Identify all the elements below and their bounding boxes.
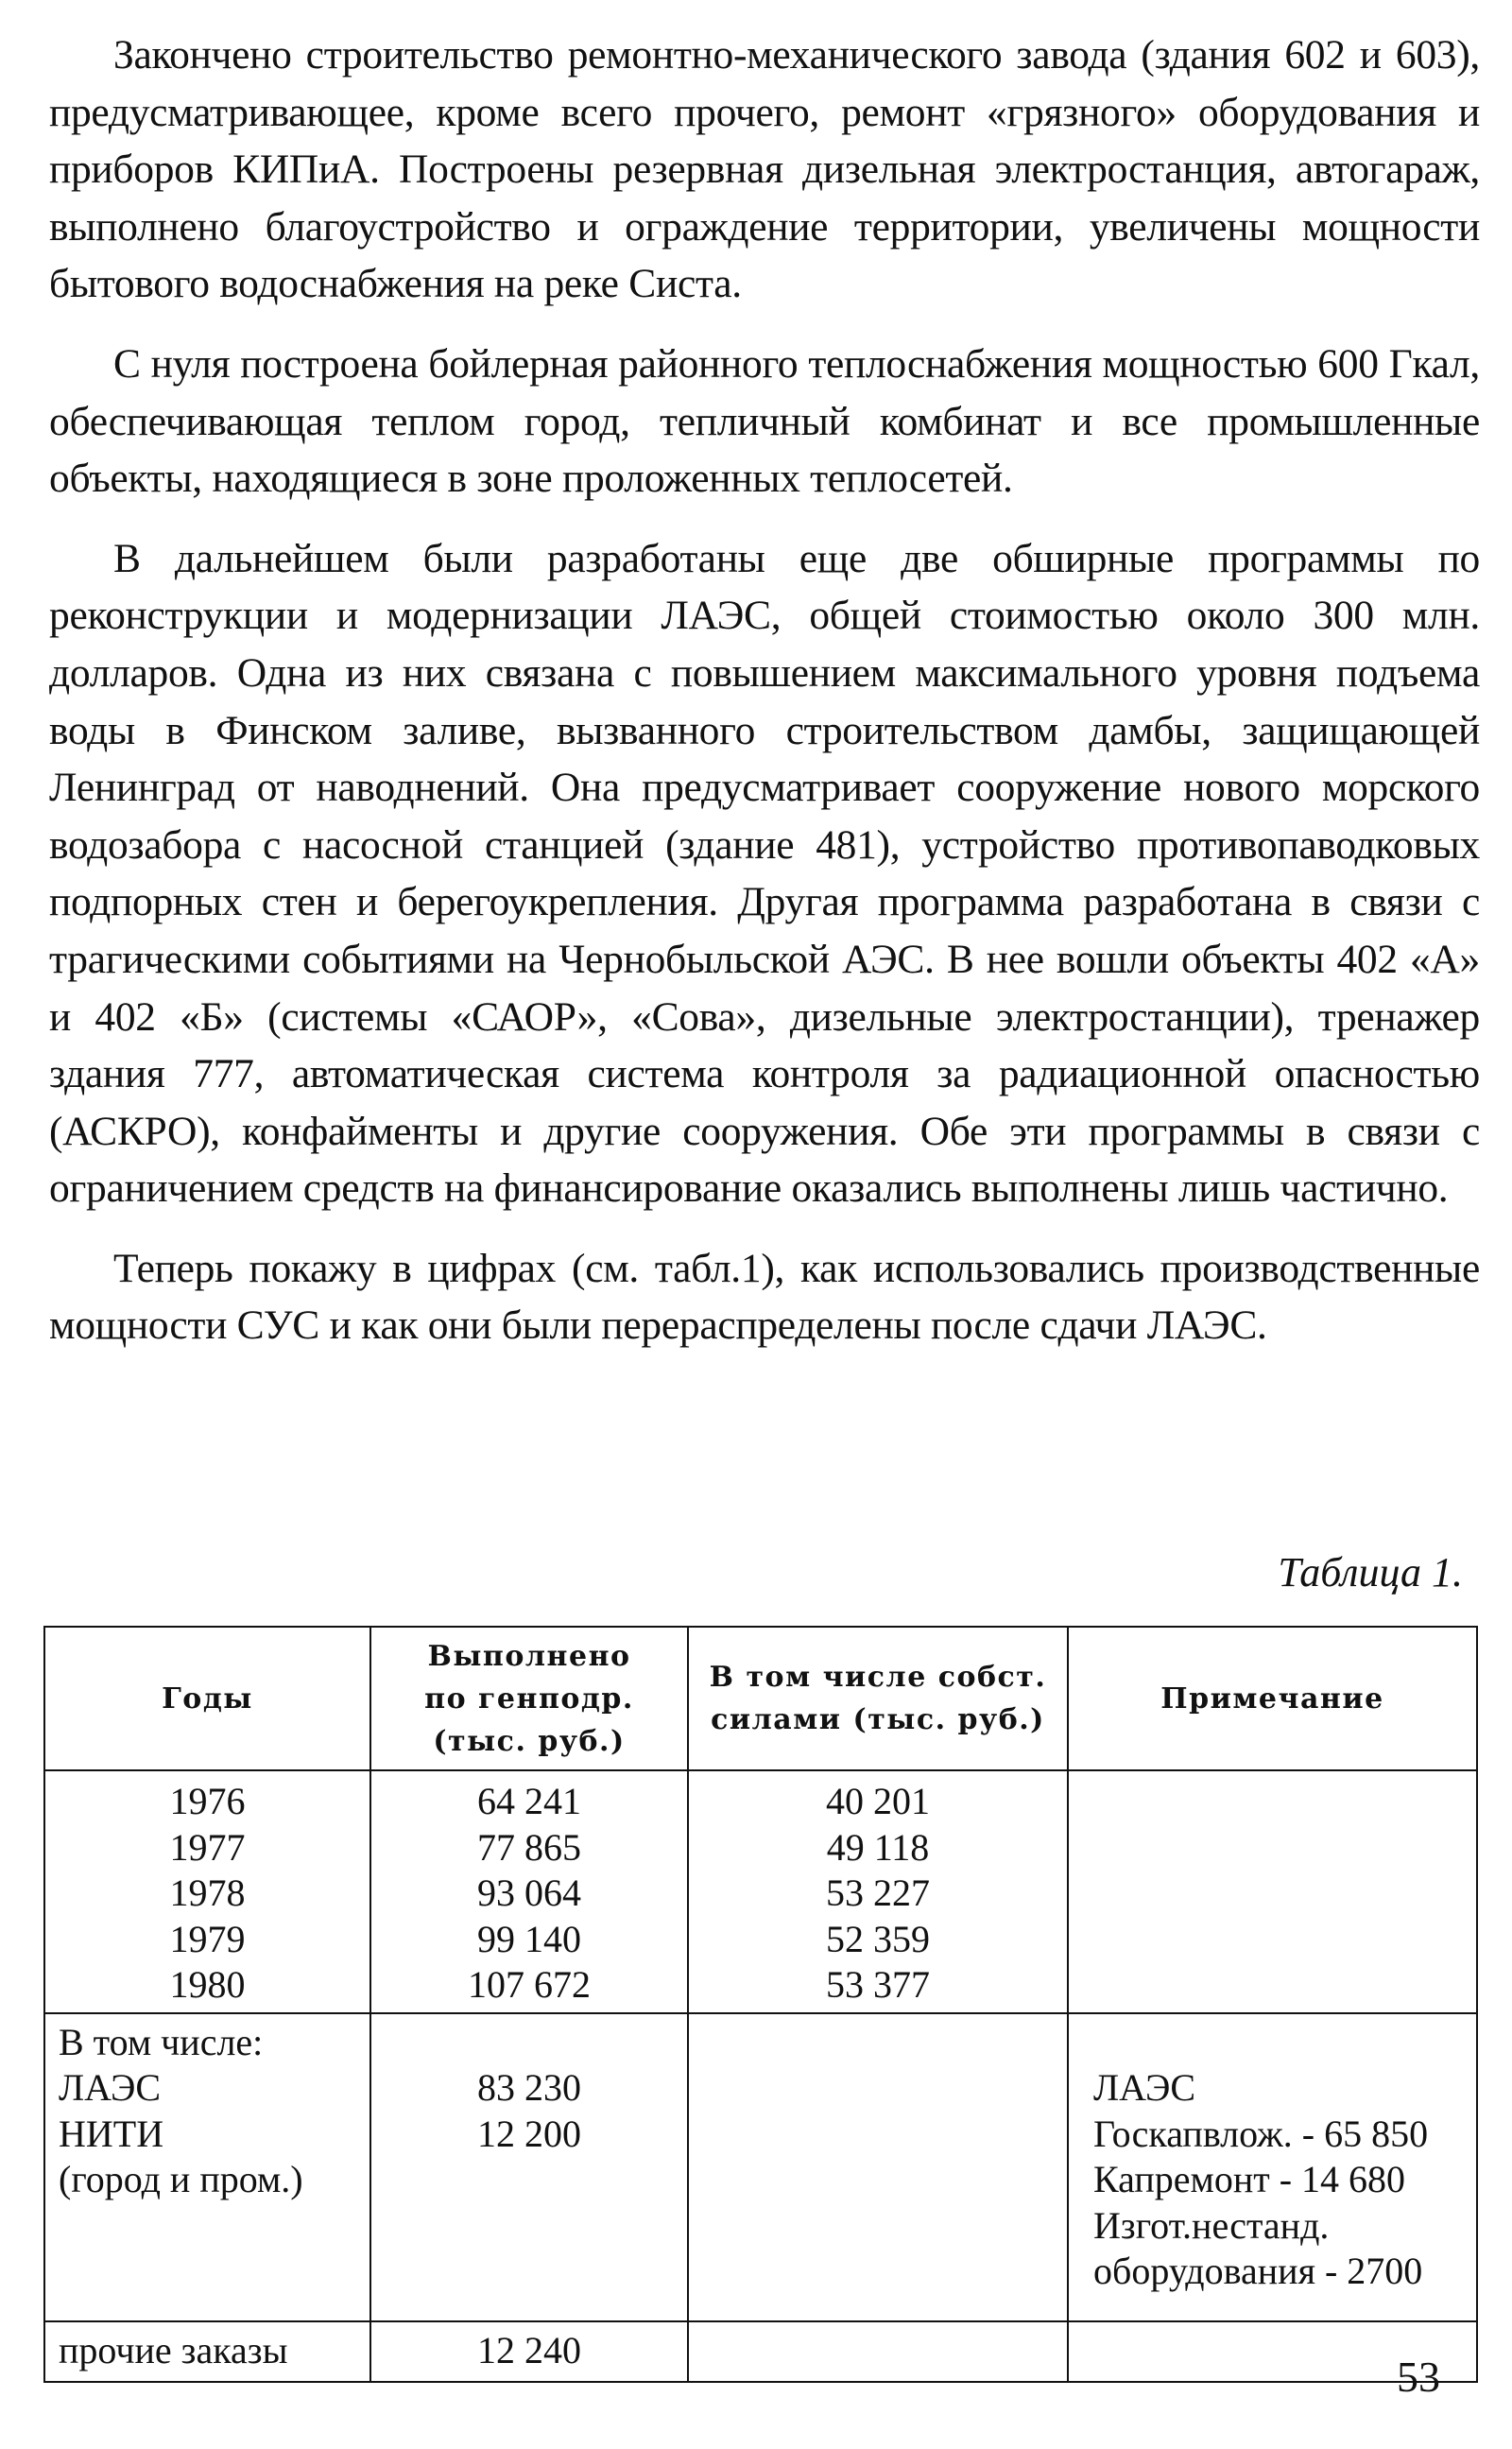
years-cell <box>44 1770 370 2013</box>
page-number: 53 <box>1397 2353 1440 2401</box>
own-values-cell <box>688 1770 1068 2013</box>
spacer <box>371 2020 687 2066</box>
city-label: (город и пром.) <box>59 2158 303 2200</box>
other-label: прочие заказы <box>59 2329 288 2372</box>
own-1980: 53 377 <box>826 1963 930 2006</box>
note-line-3: Изгот.нестанд. <box>1093 2203 1330 2247</box>
own-1979: 52 359 <box>826 1917 930 1960</box>
header-years-label: Годы <box>162 1682 253 1716</box>
including-values-cell <box>370 2013 688 2321</box>
header-general-line3: (тыс. руб.) <box>433 1724 626 1758</box>
including-own-empty-cell <box>688 2013 1068 2321</box>
own-1976: 40 201 <box>826 1780 930 1822</box>
header-general-line2: по генподр. <box>424 1682 634 1716</box>
spacer <box>1093 2020 1476 2066</box>
including-labels-cell <box>44 2013 370 2321</box>
header-general-line1: Выполнено <box>427 1639 631 1673</box>
header-own-line2: силами (тыс. руб.) <box>711 1703 1045 1736</box>
niti-value: 12 200 <box>477 2112 581 2155</box>
own-1978: 53 227 <box>826 1871 930 1914</box>
table-row-other <box>44 2321 1477 2382</box>
general-1979: 99 140 <box>477 1917 581 1960</box>
paragraph-4: Теперь покажу в цифрах (см. табл.1), как использовались производственные мощности СУС и как они были перераспределены после сдачи ЛАЭС. <box>49 1245 1480 1349</box>
note-line-2: Капремонт - 14 680 <box>1093 2158 1406 2200</box>
data-table <box>43 1626 1478 2383</box>
including-label: В том числе: <box>59 2020 264 2063</box>
laes-label: ЛАЭС <box>59 2066 162 2109</box>
note-empty-cell <box>1068 1770 1477 2013</box>
header-general <box>370 1627 688 1770</box>
general-1980: 107 672 <box>468 1963 591 2006</box>
table-row-years <box>44 1770 1477 2013</box>
paragraph-2: С нуля построена бойлерная районного теплоснабжения мощностью 600 Гкал, обеспечивающая теплом город, тепличный комбинат и все промышленные объекты, находящиеся в зоне проложенных теплосетей. <box>49 340 1480 502</box>
general-1976: 64 241 <box>477 1780 581 1822</box>
header-note-label: Примечание <box>1160 1682 1384 1716</box>
other-value: 12 240 <box>477 2329 581 2372</box>
table-caption: Таблица 1. <box>1278 1549 1463 1595</box>
year-1977: 1977 <box>169 1825 246 1869</box>
header-own-line1: В том числе собст. <box>709 1661 1047 1694</box>
niti-label: НИТИ <box>59 2112 164 2155</box>
note-line-4: оборудования - 2700 <box>1093 2250 1423 2292</box>
general-values-cell <box>370 1770 688 2013</box>
table-header-row <box>44 1627 1477 1770</box>
general-1977: 77 865 <box>477 1825 581 1869</box>
paragraph-3: В дальнейшем были разработаны еще две обширные программы по реконструкции и модернизации ЛАЭС, общей стоимостью около 300 млн. долларов. Одна из них связана с повышением максимального уровня подъема воды в Финском заливе, вызванного строительством дамбы, защищающей Ленинград от наводнений. Она предусматривает сооружение нового морского водозабора с насосной станцией (здание 481), устройство противопаводковых подпорных стен и берегоукрепления. Другая программа разработана в связи с трагическими событиями на Чернобыльской АЭС. В нее вошли объекты 402 «А» и 402 «Б» (системы «САОР», «Сова», дизельные электростанции), тренажер здания 777, автоматическая система контроля за радиационной опасностью (АСКРО), конфайменты и другие сооружения. Обе эти программы в связи с ограничением средств на финансирование оказались выполнены лишь частично. <box>49 535 1480 1212</box>
table-row-including <box>44 2013 1477 2321</box>
including-note-cell <box>1068 2013 1477 2321</box>
year-1979: 1979 <box>169 1917 246 1960</box>
other-label-cell <box>44 2321 370 2382</box>
year-1978: 1978 <box>169 1871 246 1914</box>
note-line-1: Госкапвлож. - 65 850 <box>1093 2112 1429 2155</box>
header-years <box>44 1627 370 1770</box>
other-own-empty-cell <box>688 2321 1068 2382</box>
year-1980: 1980 <box>169 1963 246 2006</box>
note-lines <box>1069 2020 1476 2295</box>
laes-value: 83 230 <box>477 2066 581 2109</box>
body-text <box>49 26 1480 1377</box>
year-1976: 1976 <box>169 1780 246 1822</box>
general-1978: 93 064 <box>477 1871 581 1914</box>
header-own <box>688 1627 1068 1770</box>
other-value-cell <box>370 2321 688 2382</box>
note-title: ЛАЭС <box>1093 2066 1196 2109</box>
paragraph-1: Закончено строительство ремонтно-механического завода (здания 602 и 603), предусматривающее, кроме всего прочего, ремонт «грязного» оборудования и приборов КИПиА. Построены резервная дизельная электростанция, автогараж, выполнено благоустройство и ограждение территории, увеличены мощности бытового водоснабжения на реке Систа. <box>49 32 1480 307</box>
header-note <box>1068 1627 1477 1770</box>
own-1977: 49 118 <box>826 1825 930 1869</box>
